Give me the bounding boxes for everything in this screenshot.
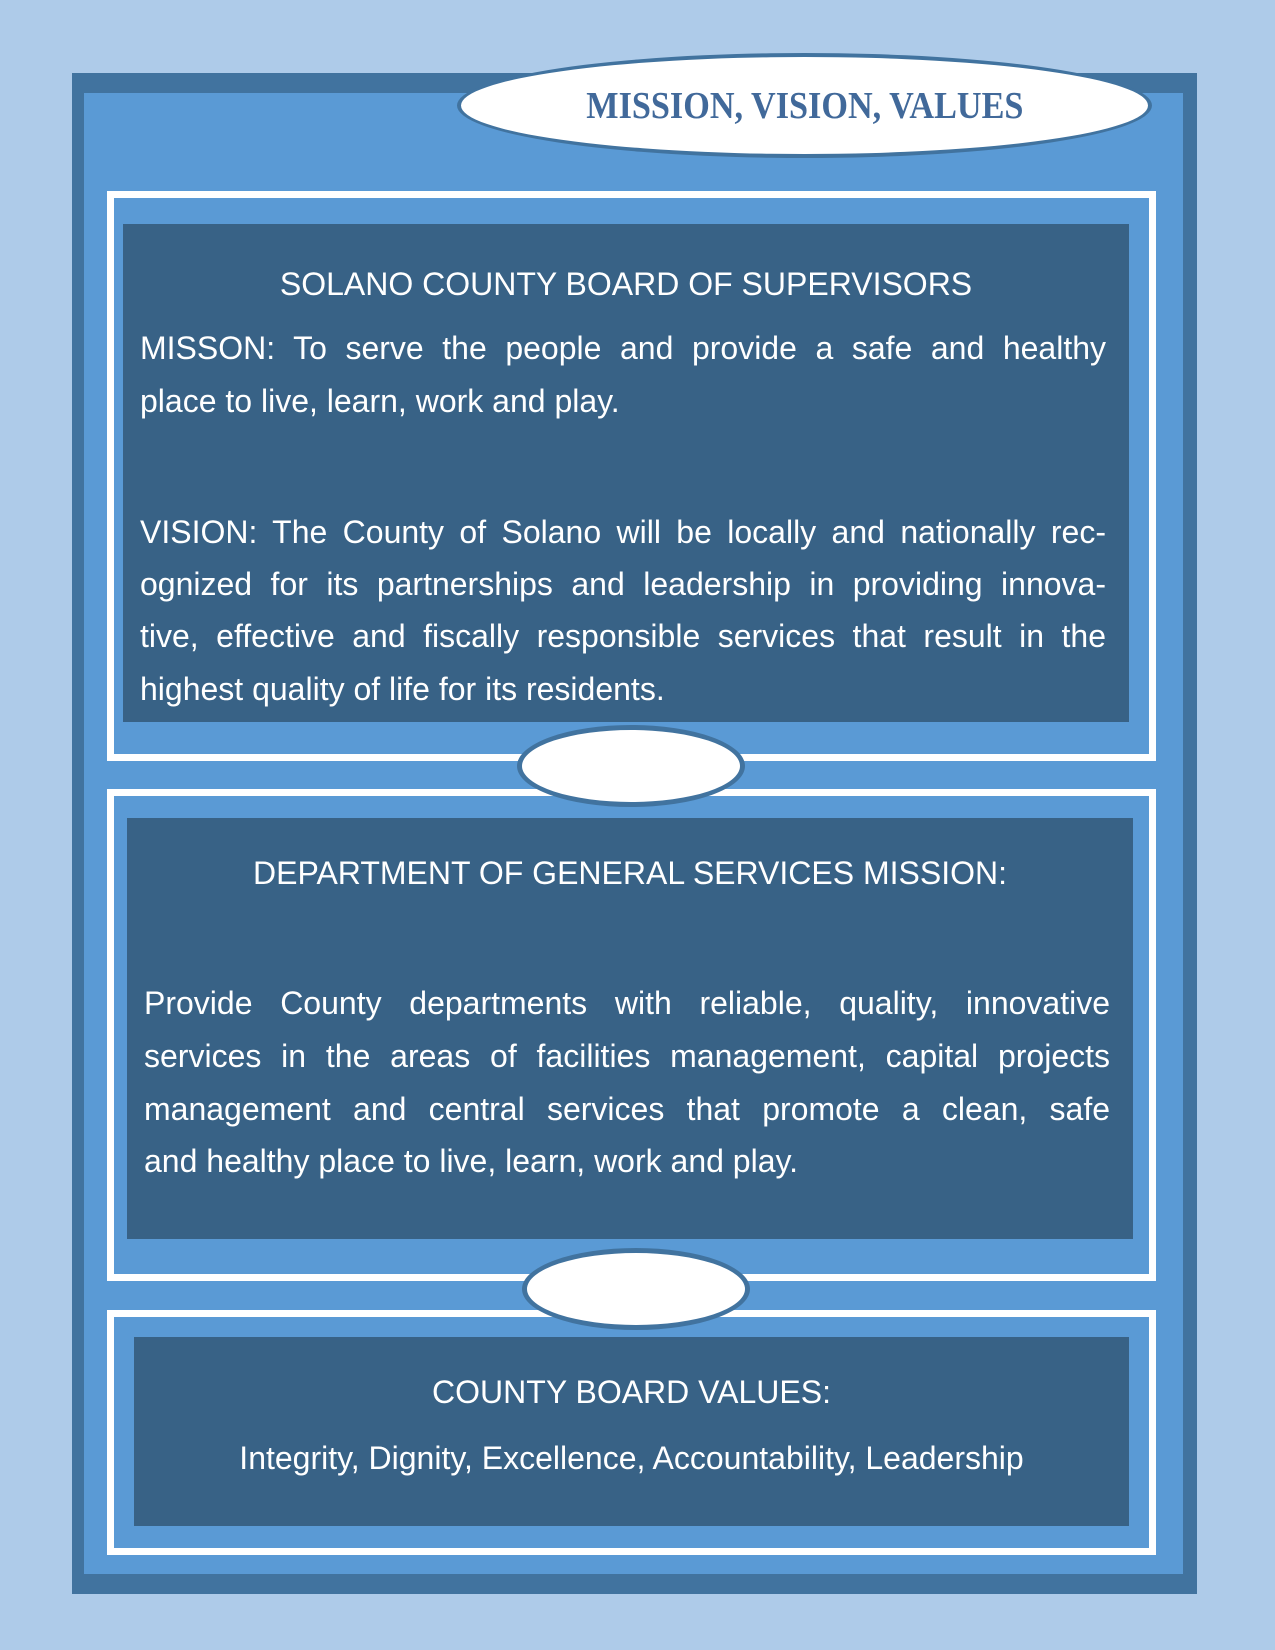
connector-oval-2 bbox=[522, 1248, 750, 1330]
dept-mission-line-4: and healthy place to live, learn, work and play. bbox=[144, 1143, 799, 1179]
dept-mission-line-1: Provide County departments with reliable, quality, innovative bbox=[144, 985, 1110, 1021]
dept-mission-line-2: services in the areas of facilities management, capital projects bbox=[144, 1038, 1110, 1074]
board-section-panel bbox=[123, 224, 1129, 722]
values-section-panel bbox=[134, 1337, 1129, 1526]
title-banner bbox=[457, 53, 1152, 158]
mission-line-2: place to live, learn, work and play. bbox=[140, 383, 620, 419]
connector-oval-1 bbox=[517, 725, 745, 807]
department-text bbox=[144, 818, 1110, 1239]
board-text bbox=[140, 224, 1106, 722]
department-heading: DEPARTMENT OF GENERAL SERVICES MISSION: bbox=[253, 855, 1007, 891]
department-section-panel bbox=[127, 818, 1133, 1239]
mission-line-1: MISSON: To serve the people and provide a safe and healthy bbox=[140, 330, 1106, 366]
vision-line-1: VISION: The County of Solano will be locally and nationally rec- bbox=[140, 514, 1106, 550]
values-heading: COUNTY BOARD VALUES: bbox=[432, 1374, 831, 1410]
vision-line-2: ognized for its partnerships and leadership in providing innova- bbox=[140, 566, 1106, 602]
values-list: Integrity, Dignity, Excellence, Accountability, Leadership bbox=[239, 1440, 1024, 1476]
vision-line-4: highest quality of life for its residents. bbox=[140, 671, 665, 707]
vision-line-3: tive, effective and fiscally responsible services that result in the bbox=[140, 618, 1106, 654]
page-title: MISSION, VISION, VALUES bbox=[585, 84, 1024, 127]
board-heading: SOLANO COUNTY BOARD OF SUPERVISORS bbox=[279, 266, 973, 302]
dept-mission-line-3: management and central services that promote a clean, safe bbox=[144, 1091, 1110, 1127]
